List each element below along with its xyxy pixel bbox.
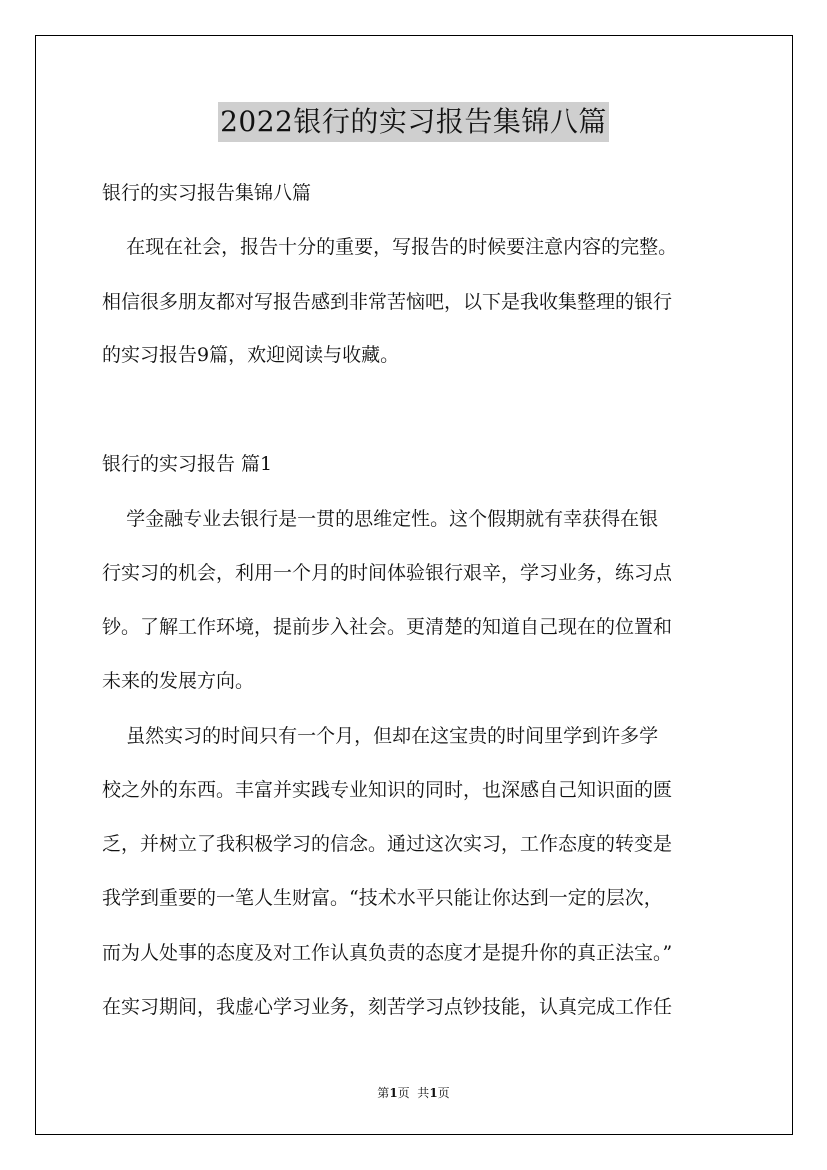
footer-mid: 页 共: [397, 1086, 430, 1100]
title-wrapper: [0, 102, 827, 142]
paragraph-line: 虽然实习的时间只有一个月，但却在这宝贵的时间里学到许多学: [102, 725, 659, 747]
footer-suffix: 页: [437, 1086, 450, 1100]
document-title: 2022银行的实习报告集锦八篇: [218, 102, 609, 142]
document-subtitle: 银行的实习报告集锦八篇: [102, 182, 312, 204]
intro-line: 在现在社会，报告十分的重要，写报告的时候要注意内容的完整。: [102, 236, 678, 258]
intro-line: 相信很多朋友都对写报告感到非常苦恼吧，以下是我收集整理的银行: [102, 291, 673, 313]
total-pages: 1: [429, 1086, 438, 1100]
paragraph-line: 校之外的东西。丰富并实践专业知识的同时，也深感自己知识面的匮: [102, 779, 673, 801]
paragraph-line: 钞。了解工作环境，提前步入社会。更清楚的知道自己现在的位置和: [102, 616, 673, 638]
paragraph-line: 行实习的机会，利用一个月的时间体验银行艰辛，学习业务，练习点: [102, 562, 673, 584]
intro-line: 的实习报告9篇，欢迎阅读与收藏。: [102, 344, 400, 366]
page-number: 1: [389, 1086, 398, 1100]
paragraph-line: 学金融专业去银行是一贯的思维定性。这个假期就有幸获得在银: [102, 508, 659, 530]
paragraph-line: 而为人处事的态度及对工作认真负责的态度才是提升你的真正法宝。”: [102, 942, 673, 964]
footer-prefix: 第: [377, 1086, 390, 1100]
paragraph-line: 在实习期间，我虚心学习业务，刻苦学习点钞技能，认真完成工作任: [102, 996, 673, 1018]
page-footer: [0, 1084, 827, 1101]
paragraph-line: 未来的发展方向。: [102, 670, 255, 692]
section-heading: 银行的实习报告 篇1: [102, 453, 273, 475]
paragraph-line: 乏，并树立了我积极学习的信念。通过这次实习，工作态度的转变是: [102, 833, 673, 855]
paragraph-line: 我学到重要的一笔人生财富。“技术水平只能让你达到一定的层次，: [102, 887, 663, 909]
